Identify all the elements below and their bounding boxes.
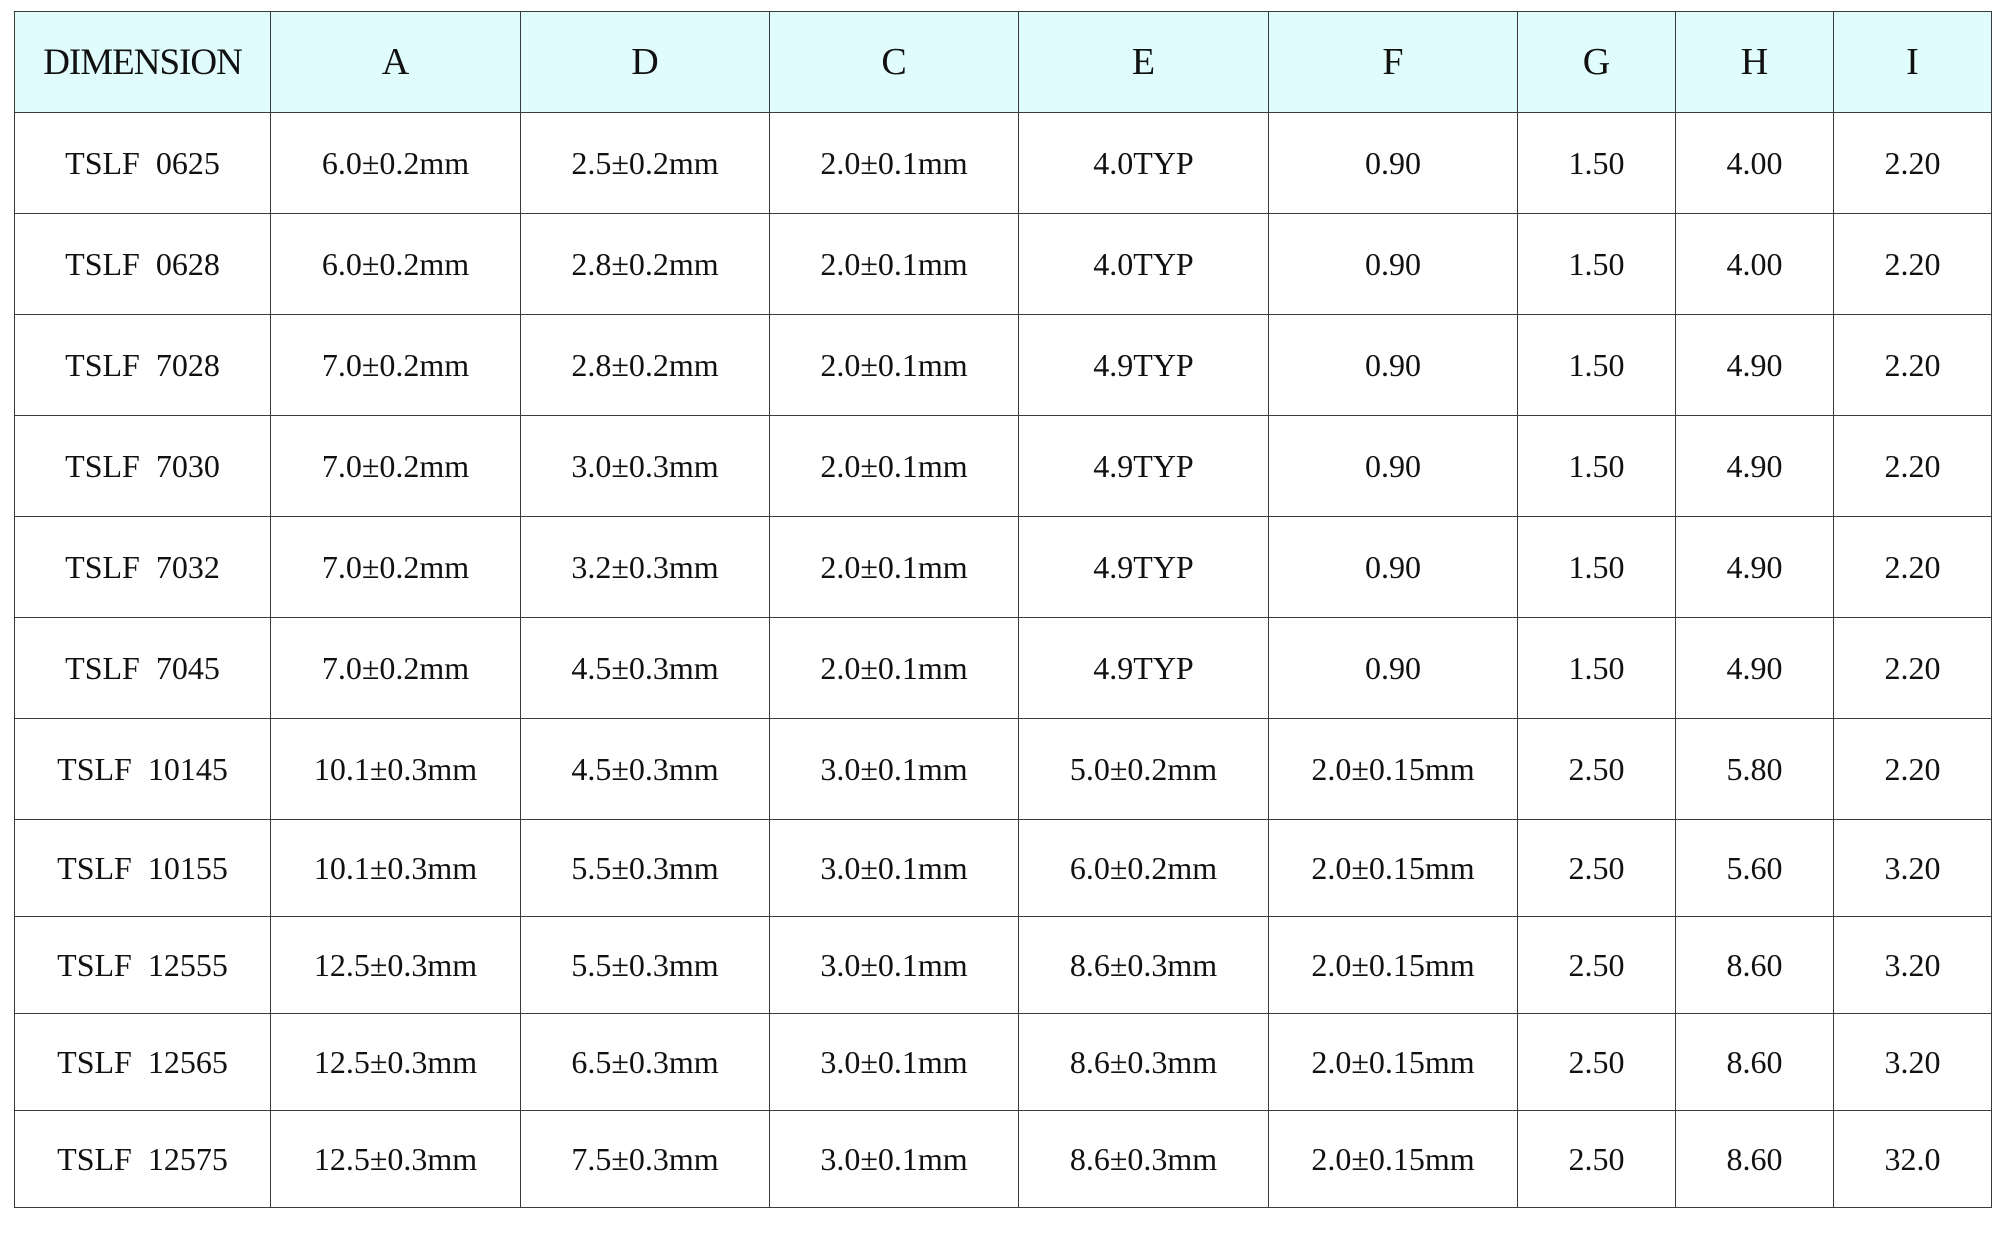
d-cell: 3.0±0.3mm — [521, 416, 770, 517]
e-cell: 4.9TYP — [1019, 517, 1269, 618]
h-cell: 8.60 — [1676, 1014, 1834, 1111]
model-cell: TSLF 10145 — [15, 719, 271, 820]
model-cell: TSLF 10155 — [15, 820, 271, 917]
i-cell: 2.20 — [1834, 315, 1992, 416]
f-cell: 2.0±0.15mm — [1269, 1111, 1518, 1208]
d-cell: 2.8±0.2mm — [521, 315, 770, 416]
e-cell: 4.9TYP — [1019, 315, 1269, 416]
h-cell: 5.60 — [1676, 820, 1834, 917]
model-cell: TSLF 0628 — [15, 214, 271, 315]
f-cell: 0.90 — [1269, 618, 1518, 719]
g-cell: 2.50 — [1518, 1014, 1676, 1111]
i-cell: 3.20 — [1834, 1014, 1992, 1111]
model-cell: TSLF 12555 — [15, 917, 271, 1014]
a-cell: 6.0±0.2mm — [271, 214, 521, 315]
g-cell: 1.50 — [1518, 618, 1676, 719]
f-cell: 2.0±0.15mm — [1269, 1014, 1518, 1111]
i-cell: 3.20 — [1834, 917, 1992, 1014]
i-cell: 2.20 — [1834, 214, 1992, 315]
c-cell: 3.0±0.1mm — [770, 820, 1019, 917]
c-cell: 2.0±0.1mm — [770, 618, 1019, 719]
header-i: I — [1834, 12, 1992, 113]
table-row — [15, 618, 1992, 719]
dimension-table — [14, 11, 1992, 1208]
model-cell: TSLF 12565 — [15, 1014, 271, 1111]
a-cell: 10.1±0.3mm — [271, 820, 521, 917]
h-cell: 4.90 — [1676, 517, 1834, 618]
i-cell: 2.20 — [1834, 416, 1992, 517]
model-cell: TSLF 12575 — [15, 1111, 271, 1208]
f-cell: 2.0±0.15mm — [1269, 719, 1518, 820]
d-cell: 2.5±0.2mm — [521, 113, 770, 214]
e-cell: 8.6±0.3mm — [1019, 1014, 1269, 1111]
d-cell: 2.8±0.2mm — [521, 214, 770, 315]
e-cell: 4.9TYP — [1019, 416, 1269, 517]
table-row — [15, 315, 1992, 416]
f-cell: 0.90 — [1269, 315, 1518, 416]
g-cell: 2.50 — [1518, 820, 1676, 917]
model-cell: TSLF 7030 — [15, 416, 271, 517]
table-row — [15, 1014, 1992, 1111]
a-cell: 6.0±0.2mm — [271, 113, 521, 214]
i-cell: 2.20 — [1834, 618, 1992, 719]
f-cell: 0.90 — [1269, 214, 1518, 315]
e-cell: 6.0±0.2mm — [1019, 820, 1269, 917]
a-cell: 12.5±0.3mm — [271, 1014, 521, 1111]
c-cell: 3.0±0.1mm — [770, 719, 1019, 820]
e-cell: 8.6±0.3mm — [1019, 1111, 1269, 1208]
h-cell: 8.60 — [1676, 1111, 1834, 1208]
a-cell: 10.1±0.3mm — [271, 719, 521, 820]
d-cell: 5.5±0.3mm — [521, 917, 770, 1014]
h-cell: 4.90 — [1676, 315, 1834, 416]
d-cell: 6.5±0.3mm — [521, 1014, 770, 1111]
g-cell: 1.50 — [1518, 517, 1676, 618]
c-cell: 3.0±0.1mm — [770, 1111, 1019, 1208]
a-cell: 12.5±0.3mm — [271, 1111, 521, 1208]
table-row — [15, 517, 1992, 618]
header-e: E — [1019, 12, 1269, 113]
h-cell: 4.90 — [1676, 416, 1834, 517]
c-cell: 2.0±0.1mm — [770, 315, 1019, 416]
c-cell: 2.0±0.1mm — [770, 113, 1019, 214]
d-cell: 3.2±0.3mm — [521, 517, 770, 618]
i-cell: 32.0 — [1834, 1111, 1992, 1208]
h-cell: 4.00 — [1676, 113, 1834, 214]
table-body — [15, 113, 1992, 1208]
e-cell: 4.0TYP — [1019, 113, 1269, 214]
c-cell: 3.0±0.1mm — [770, 1014, 1019, 1111]
header-c: C — [770, 12, 1019, 113]
header-d: D — [521, 12, 770, 113]
model-cell: TSLF 7028 — [15, 315, 271, 416]
h-cell: 4.00 — [1676, 214, 1834, 315]
e-cell: 4.0TYP — [1019, 214, 1269, 315]
table-row — [15, 113, 1992, 214]
d-cell: 5.5±0.3mm — [521, 820, 770, 917]
header-h: H — [1676, 12, 1834, 113]
d-cell: 7.5±0.3mm — [521, 1111, 770, 1208]
a-cell: 7.0±0.2mm — [271, 618, 521, 719]
table-row — [15, 1111, 1992, 1208]
table-row — [15, 416, 1992, 517]
header-dimension: DIMENSION — [15, 12, 271, 113]
f-cell: 0.90 — [1269, 517, 1518, 618]
f-cell: 2.0±0.15mm — [1269, 917, 1518, 1014]
g-cell: 1.50 — [1518, 315, 1676, 416]
g-cell: 2.50 — [1518, 917, 1676, 1014]
a-cell: 12.5±0.3mm — [271, 917, 521, 1014]
a-cell: 7.0±0.2mm — [271, 315, 521, 416]
e-cell: 4.9TYP — [1019, 618, 1269, 719]
d-cell: 4.5±0.3mm — [521, 618, 770, 719]
i-cell: 2.20 — [1834, 517, 1992, 618]
header-g: G — [1518, 12, 1676, 113]
g-cell: 1.50 — [1518, 416, 1676, 517]
a-cell: 7.0±0.2mm — [271, 517, 521, 618]
g-cell: 2.50 — [1518, 719, 1676, 820]
h-cell: 8.60 — [1676, 917, 1834, 1014]
i-cell: 2.20 — [1834, 113, 1992, 214]
table-row — [15, 917, 1992, 1014]
table-row — [15, 820, 1992, 917]
c-cell: 2.0±0.1mm — [770, 517, 1019, 618]
g-cell: 1.50 — [1518, 214, 1676, 315]
g-cell: 1.50 — [1518, 113, 1676, 214]
f-cell: 0.90 — [1269, 113, 1518, 214]
h-cell: 5.80 — [1676, 719, 1834, 820]
e-cell: 5.0±0.2mm — [1019, 719, 1269, 820]
e-cell: 8.6±0.3mm — [1019, 917, 1269, 1014]
g-cell: 2.50 — [1518, 1111, 1676, 1208]
c-cell: 2.0±0.1mm — [770, 416, 1019, 517]
table-row — [15, 719, 1992, 820]
model-cell: TSLF 0625 — [15, 113, 271, 214]
c-cell: 3.0±0.1mm — [770, 917, 1019, 1014]
table-row — [15, 214, 1992, 315]
f-cell: 2.0±0.15mm — [1269, 820, 1518, 917]
f-cell: 0.90 — [1269, 416, 1518, 517]
i-cell: 2.20 — [1834, 719, 1992, 820]
model-cell: TSLF 7045 — [15, 618, 271, 719]
i-cell: 3.20 — [1834, 820, 1992, 917]
h-cell: 4.90 — [1676, 618, 1834, 719]
c-cell: 2.0±0.1mm — [770, 214, 1019, 315]
d-cell: 4.5±0.3mm — [521, 719, 770, 820]
model-cell: TSLF 7032 — [15, 517, 271, 618]
header-row — [15, 12, 1992, 113]
a-cell: 7.0±0.2mm — [271, 416, 521, 517]
header-a: A — [271, 12, 521, 113]
header-f: F — [1269, 12, 1518, 113]
